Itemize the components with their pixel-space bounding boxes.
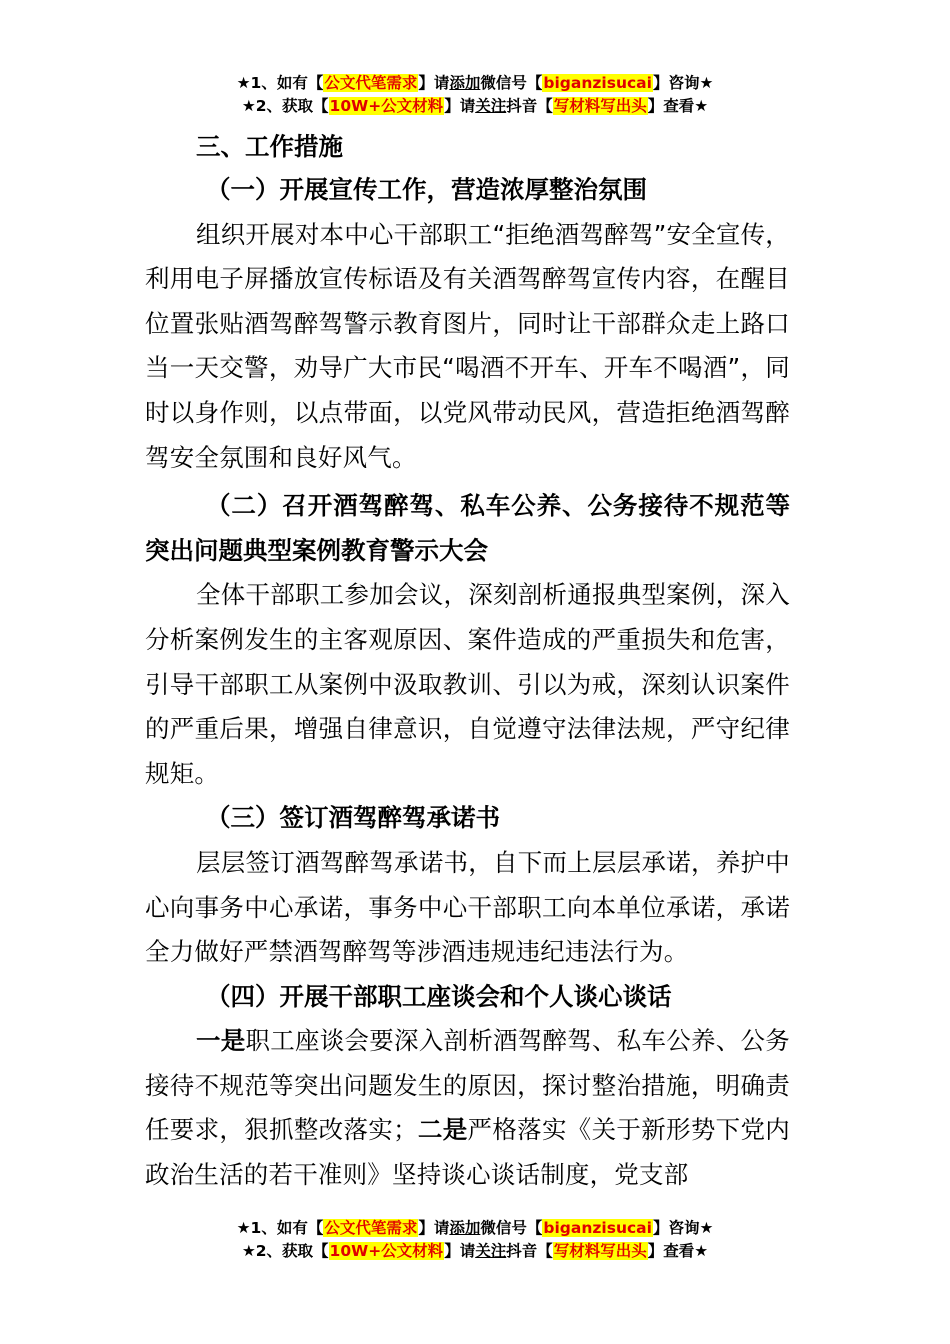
paragraph-2: 全体干部职工参加会议，深刻剖析通报典型案例，深入分析案例发生的主客观原因、案件造成的严重损失和危害，引导干部职工从案例中汲取教训、引以为戒，深刻认识案件的严重后果，增强自律意识，自觉遵守法律法规，严守纪律规矩。 (145, 580, 790, 788)
banner-text: 】咨询★ (652, 1219, 714, 1237)
banner-text: 】请 (444, 97, 476, 115)
subsection-title-4: （四）开展干部职工座谈会和个人谈心谈话 (206, 981, 672, 1011)
banner-text: 抖音【 (506, 97, 553, 115)
banner-text: 】查看★ (647, 97, 709, 115)
paragraph-1: 组织开展对本中心干部职工“拒绝酒驾醉驾”安全宣传，利用电子屏播放宣传标语及有关酒驾醉驾宣传内容，在醒目位置张贴酒驾醉驾警示教育图片，同时让干部群众走上路口当一天交警，劝导广大市民“喝酒不开车、开车不喝酒”，同时以身作则，以点带面，以党风带动民风，营造拒绝酒驾醉驾安全氛围和良好风气。 (145, 219, 790, 472)
banner-text: 微信号【 (480, 1219, 543, 1237)
banner-text: 】请 (444, 1242, 476, 1260)
paragraph-3: 层层签订酒驾醉驾承诺书，自下而上层层承诺，养护中心向事务中心承诺，事务中心干部职工向本单位承诺，承诺全力做好严禁酒驾醉驾等涉酒违规违纪违法行为。 (145, 847, 790, 967)
banner-underlined: 关注 (475, 97, 507, 115)
subsection-title-2: （二）召开酒驾醉驾、私车公养、公务接待不规范等突出问题典型案例教育警示大会 (145, 491, 790, 565)
banner-text: 】请 (418, 74, 450, 92)
banner-highlight: 10W+公文材料 (329, 97, 444, 115)
banner-text: 抖音【 (506, 1242, 553, 1260)
banner-highlight: 公文代笔需求 (324, 74, 418, 92)
subsection-title-1: （一）开展宣传工作，营造浓厚整治氛围 (206, 175, 647, 204)
section-title: 三、工作措施 (196, 132, 343, 161)
emphasis-second: 二是 (417, 1115, 468, 1145)
banner-line-2 (0, 95, 950, 118)
banner-highlight: 10W+公文材料 (329, 1242, 444, 1260)
banner-line-2 (0, 1240, 950, 1263)
banner-line-1 (0, 72, 950, 95)
banner-underlined: 添加 (449, 1219, 481, 1237)
banner-highlight: biganzisucai (543, 74, 652, 92)
banner-underlined: 关注 (475, 1242, 507, 1260)
banner-text: 】请 (418, 1219, 450, 1237)
banner-highlight: 公文代笔需求 (324, 1219, 418, 1237)
banner-highlight: 写材料写出头 (553, 1242, 647, 1260)
banner-highlight: 写材料写出头 (553, 97, 647, 115)
banner-text: ★1、如有【 (236, 1219, 324, 1237)
banner-text: ★1、如有【 (236, 74, 324, 92)
banner-text: 】咨询★ (652, 74, 714, 92)
banner-text: ★2、获取【 (241, 97, 329, 115)
paragraph-4 (145, 1019, 790, 1197)
header-banner (0, 72, 950, 118)
banner-text: ★2、获取【 (241, 1242, 329, 1260)
paragraph-4-text-2: 严格落实《关于新形势下党内政治生活的若干准则》坚持谈心谈话制度，党支部 (145, 1115, 790, 1190)
banner-line-1 (0, 1217, 950, 1240)
banner-highlight: biganzisucai (543, 1219, 652, 1237)
emphasis-first: 一是 (196, 1026, 246, 1056)
subsection-title-3: （三）签订酒驾醉驾承诺书 (206, 803, 500, 833)
banner-text: 】查看★ (647, 1242, 709, 1260)
document-body (145, 126, 790, 1198)
paragraph-4-text-1: 职工座谈会要深入剖析酒驾醉驾、私车公养、公务接待不规范等突出问题发生的原因，探讨整治措施，明确责任要求，狠抓整改落实； (145, 1026, 790, 1145)
banner-text: 微信号【 (480, 74, 543, 92)
footer-banner (0, 1217, 950, 1263)
banner-underlined: 添加 (449, 74, 481, 92)
